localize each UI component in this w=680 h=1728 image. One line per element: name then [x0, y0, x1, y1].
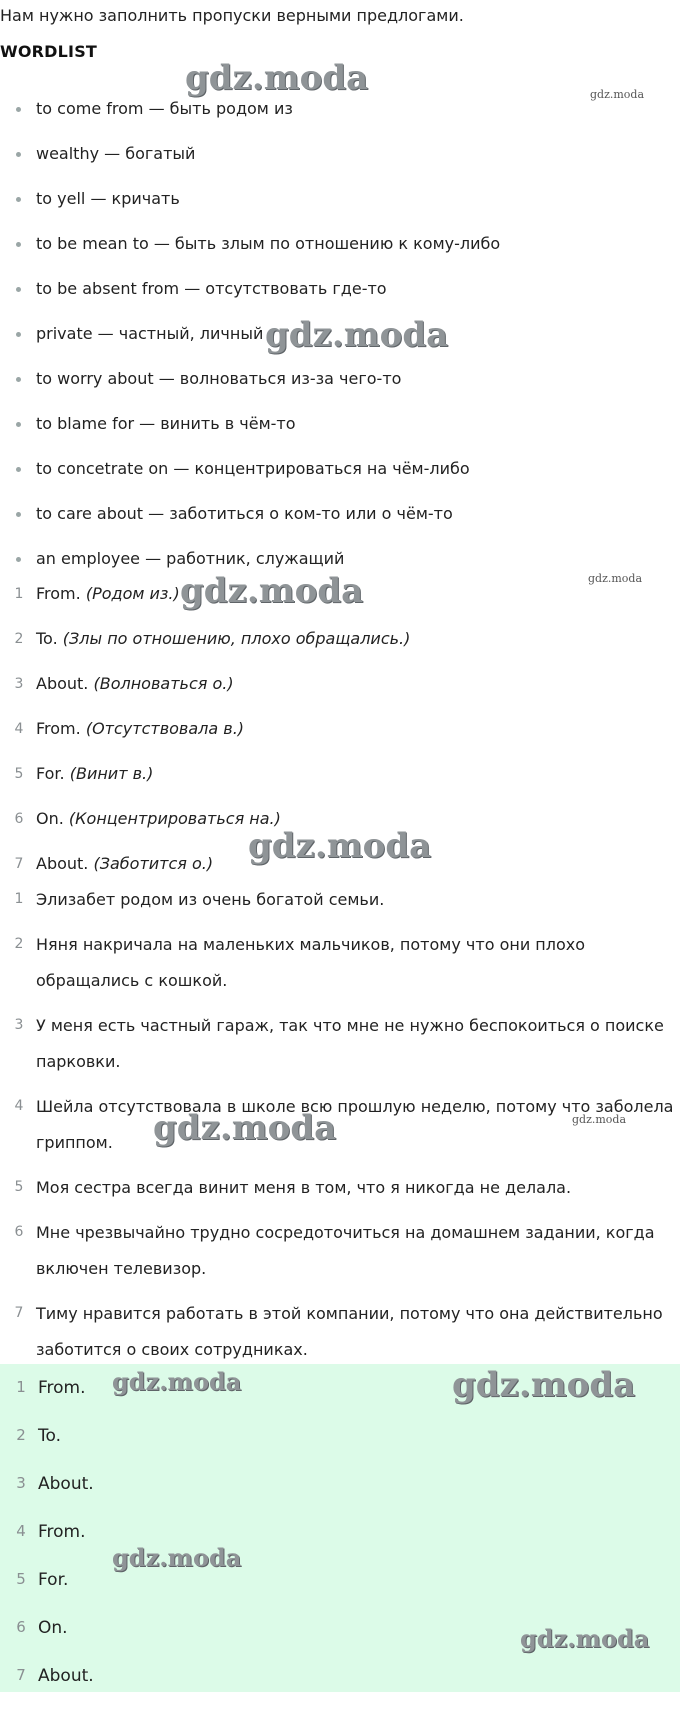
- page: Нам нужно заполнить пропуски верными предлогами. WORDLIST to come from — быть родом из wealthy — богатый to yell — кричать to be mean to — быть злым по отношению к кому-либо to be absent from — отсутствовать где-то private — частный, личный to worry about — волноваться из-за чего-то to blame for — винить в чём-то to concetrate on — концентрироваться на чём-либо to care about — заботиться о ком-то или о чём-то an employee — работник, служащий 1 From. (Родом из.) 2 To. (Злы по отношению, плохо обращались.) 3 About. (Волноваться о.) 4 From. (Отсутствовала в.) 5 For. (Винит в.) 6 On. (Концентрироваться на.) 7 About. (Заботится о.) 1 Элизабет родом из очень богатой семьи. 2 Няня накричала на маленьких мальчиков, потому что они плохо обращались с кошкой. 3 У меня есть частный гараж, так что мне не нужно беспокоиться о поиске парковки. 4 Шейла отсутствовала в школе всю прошлую неделю, потому что заболела гриппом. 5 Моя сестра всегда винит меня в том, что я никогда не делала. 6 Мне чрезвычайно трудно сосредоточиться на домашнем задании, когда включен телевизор. 7 Тиму нравится работать в этой компании, потому что она действительно заботится о своих сотрудниках. 1 From. 2 To. 3 About. 4 From. 5 For. 6 On. 7 About. gdz.moda gdz.moda gdz.moda gdz.moda gdz.moda gdz.moda gdz.moda gdz.moda gdz.moda gdz.moda gdz.moda gdz.moda: [0, 0, 680, 1728]
- watermark: gdz.moda: [180, 571, 364, 611]
- watermark: gdz.moda: [248, 826, 432, 866]
- watermark: gdz.moda: [590, 88, 645, 101]
- bullet-icon: [16, 377, 21, 382]
- bullet-icon: [16, 107, 21, 112]
- wordlist-heading: WORDLIST: [0, 42, 98, 61]
- bullet-icon: [16, 242, 21, 247]
- answer-box: [0, 1364, 680, 1692]
- bullet-icon: [16, 557, 21, 562]
- watermark: gdz.moda: [572, 1113, 627, 1126]
- watermark: gdz.moda: [588, 572, 643, 585]
- bullet-icon: [16, 512, 21, 517]
- watermark: gdz.moda: [520, 1624, 650, 1653]
- bullet-icon: [16, 467, 21, 472]
- watermark: gdz.moda: [265, 315, 449, 355]
- bullet-icon: [16, 422, 21, 427]
- watermark: gdz.moda: [112, 1543, 242, 1572]
- intro-text: Нам нужно заполнить пропуски верными предлогами.: [0, 6, 464, 25]
- bullet-icon: [16, 332, 21, 337]
- bullet-icon: [16, 197, 21, 202]
- watermark: gdz.moda: [452, 1365, 636, 1405]
- bullet-icon: [16, 287, 21, 292]
- bullet-icon: [16, 152, 21, 157]
- watermark: gdz.moda: [112, 1367, 242, 1396]
- watermark: gdz.moda: [153, 1108, 337, 1148]
- watermark: gdz.moda: [185, 58, 369, 98]
